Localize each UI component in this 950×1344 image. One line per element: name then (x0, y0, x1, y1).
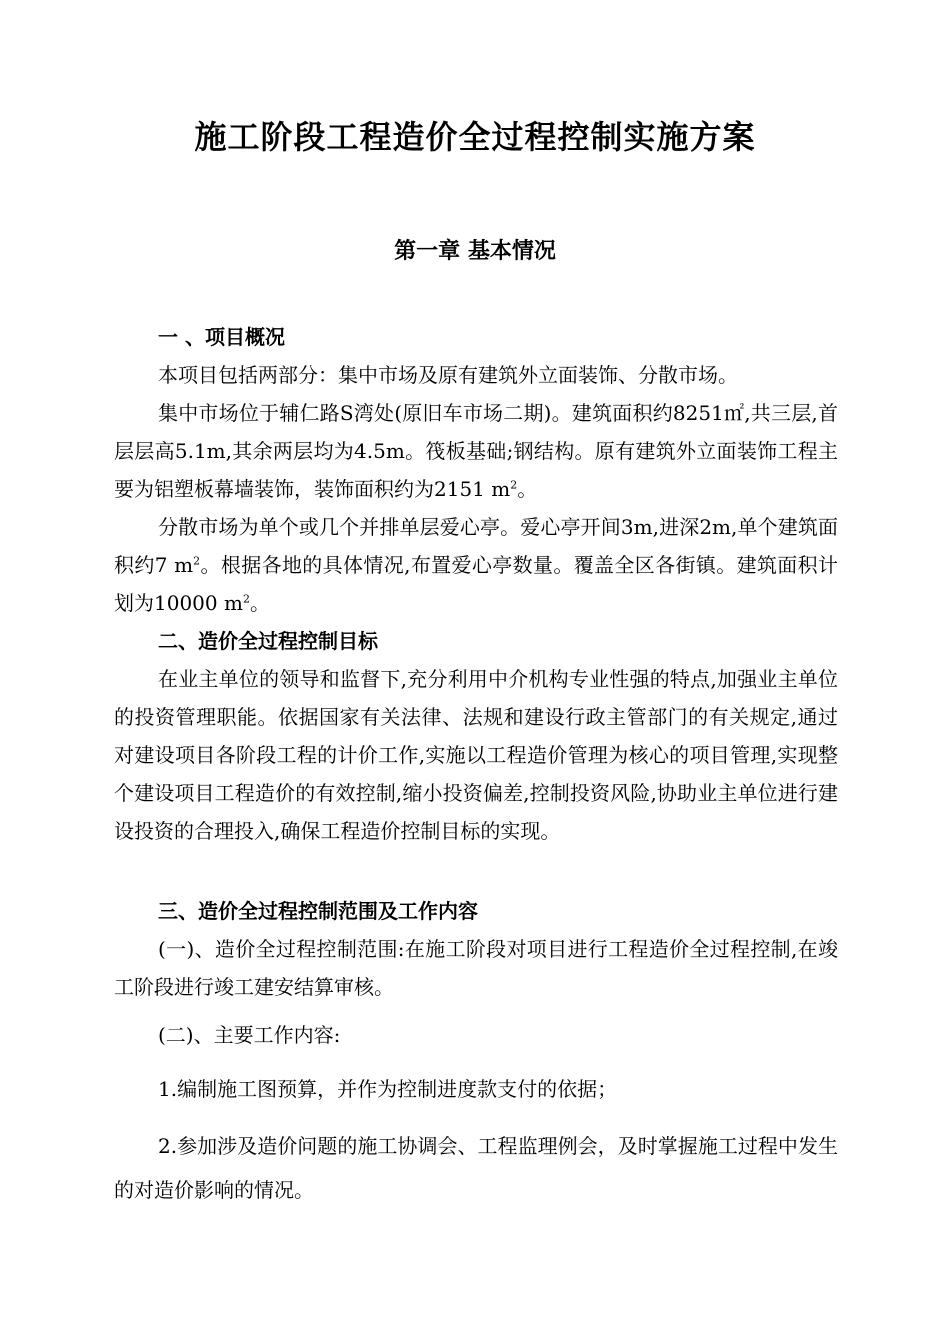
paragraph-text: 。 (517, 477, 538, 501)
chapter-heading: 第一章 基本情况 (394, 238, 556, 264)
list-item: 1.编制施工图预算，并作为控制进度款支付的依据； (158, 1077, 618, 1101)
superscript: 2 (193, 554, 201, 568)
paragraph: (二)、主要工作内容: (158, 1023, 341, 1047)
section-heading: 一 、项目概况 (158, 325, 285, 349)
paragraph: 在业主单位的领导和监督下,充分利用中介机构专业性强的特点,加强业主单位的投资管理职能。依据国家有关法律、法规和建设行政主管部门的有关规定,通过对建设项目各阶段工程的计价工作,实施以工程造价管理为核心的项目管理,实现整个建设项目工程造价的有效控制,缩小投资偏差,控制投资风险,协助业主单位进行建设投资的合理投入,确保工程造价控制目标的实现。 (114, 667, 838, 843)
section-1 (114, 318, 838, 622)
paragraph-text: 分散市场为单个或几个并排单层爱心亭。爱心亭开间3m,进深2m,单个建筑面积约7 m (114, 515, 838, 577)
superscript: 2 (510, 478, 518, 492)
paragraph-text: 。 (249, 591, 270, 615)
paragraph-text: 集中市场位于辅仁路S湾处(原旧车市场二期)。建筑面积约8251㎡ (158, 401, 745, 425)
section-3 (114, 892, 838, 1212)
paragraph: 本项目包括两部分：集中市场及原有建筑外立面装饰、分散市场。 (158, 363, 738, 387)
paragraph-text: ,共三层,首层层高5.1m,其余两层均为4.5m。筏板基础;钢结构。原有建筑外立面装饰工程主要为铝塑板幕墙装饰，装饰面积约为2151 m (114, 401, 838, 501)
paragraph (114, 394, 838, 508)
superscript: 2 (242, 592, 250, 606)
paragraph: (一)、造价全过程控制范围:在施工阶段对项目进行工程造价全过程控制,在竣工阶段进行竣工建安结算审核。 (114, 937, 838, 999)
section-heading: 三、造价全过程控制范围及工作内容 (158, 899, 478, 923)
list-item: 2.参加涉及造价问题的施工协调会、工程监理例会，及时掌握施工过程中发生的对造价影响的情况。 (114, 1134, 838, 1202)
paragraph-text: 。根据各地的具体情况,布置爱心亭数量。覆盖全区各街镇。建筑面积计划为10000 m (114, 553, 839, 615)
document-title: 施工阶段工程造价全过程控制实施方案 (194, 118, 756, 156)
paragraph (114, 508, 838, 622)
section-2 (114, 622, 838, 850)
section-heading: 二、造价全过程控制目标 (158, 629, 378, 653)
